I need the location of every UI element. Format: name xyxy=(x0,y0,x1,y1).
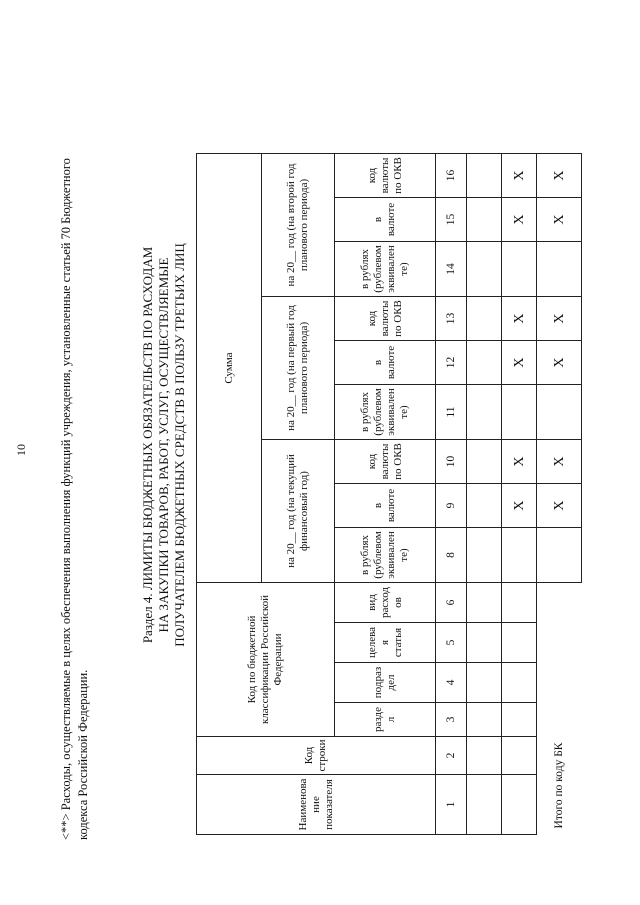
header-name: Наименование показателя xyxy=(197,775,436,835)
table-cell xyxy=(467,242,502,297)
total-row xyxy=(537,72,582,834)
table-cell xyxy=(502,663,537,703)
column-number: 10 xyxy=(436,440,467,484)
column-number: 13 xyxy=(436,297,467,341)
table-cell xyxy=(467,341,502,385)
page-number: 10 xyxy=(14,444,28,456)
header-currency-first: в валюте xyxy=(335,341,436,385)
x-mark: X xyxy=(502,198,537,242)
column-number: 1 xyxy=(436,775,467,835)
header-period-first: на 20__ год (на первый год планового периода) xyxy=(262,297,335,440)
table-cell xyxy=(502,775,537,835)
x-mark: X xyxy=(537,198,582,242)
column-number-row xyxy=(436,72,467,834)
table-cell xyxy=(537,385,582,440)
header-sum: Сумма xyxy=(197,153,262,582)
table-cell xyxy=(502,703,537,737)
column-number: 16 xyxy=(436,153,467,197)
table-cell xyxy=(502,623,537,663)
data-row xyxy=(467,72,502,834)
table-cell xyxy=(537,242,582,297)
column-number: 8 xyxy=(436,528,467,583)
table-cell xyxy=(502,737,537,775)
header-rub-current: в рублях (рублевом эквиваленте) xyxy=(335,528,436,583)
table-cell xyxy=(467,385,502,440)
table-cell xyxy=(537,528,582,583)
table-cell xyxy=(467,663,502,703)
x-mark: X xyxy=(502,153,537,197)
section-title-line-2: НА ЗАКУПКИ ТОВАРОВ, РАБОТ, УСЛУГ, ОСУЩЕСТВЛЯЕМЫЕ xyxy=(156,257,171,633)
column-number: 6 xyxy=(436,583,467,623)
table-cell-blank xyxy=(537,583,582,623)
x-mark: X xyxy=(502,297,537,341)
table-cell xyxy=(467,775,502,835)
x-mark: X xyxy=(537,297,582,341)
header-target-article: целевая статья xyxy=(335,623,436,663)
x-mark: X xyxy=(537,341,582,385)
table-cell-spacer xyxy=(502,72,537,153)
header-row-1 xyxy=(197,72,262,834)
column-number: 2 xyxy=(436,737,467,775)
header-expense-type: вид расходов xyxy=(335,583,436,623)
table-cell xyxy=(467,297,502,341)
table-cell-blank xyxy=(537,663,582,703)
header-rub-second: в рублях (рублевом эквиваленте) xyxy=(335,242,436,297)
column-number: 3 xyxy=(436,703,467,737)
footnote xyxy=(58,60,92,840)
column-number: 9 xyxy=(436,484,467,528)
x-mark: X xyxy=(502,341,537,385)
header-code-line: Код строки xyxy=(197,737,436,775)
table-cell xyxy=(467,623,502,663)
header-currency-current: в валюте xyxy=(335,484,436,528)
section-title xyxy=(140,175,188,715)
column-number-spacer xyxy=(436,72,467,153)
x-mark: X xyxy=(537,153,582,197)
table-cell xyxy=(467,484,502,528)
footnote-line-1: <**> Расходы, осуществляемые в целях обеспечения выполнения функций учреждения, установленные статьей 70 Бюджетного xyxy=(59,158,73,840)
table-cell xyxy=(467,440,502,484)
table-cell xyxy=(502,385,537,440)
column-number: 14 xyxy=(436,242,467,297)
header-currency-second: в валюте xyxy=(335,198,436,242)
data-row-x xyxy=(502,72,537,834)
x-mark: X xyxy=(537,484,582,528)
x-mark: X xyxy=(537,440,582,484)
header-okv-second: код валюты по ОКВ xyxy=(335,153,436,197)
table-cell xyxy=(502,242,537,297)
limits-table xyxy=(196,72,582,835)
header-okv-current: код валюты по ОКВ xyxy=(335,440,436,484)
x-mark: X xyxy=(502,440,537,484)
table-cell xyxy=(467,153,502,197)
header-period-second: на 20__ год (на второй год планового периода) xyxy=(262,153,335,296)
table-cell-spacer xyxy=(537,72,582,153)
table-cell xyxy=(502,583,537,623)
header-budget-code: Код по бюджетной классификации Российской Федерации xyxy=(197,583,335,737)
footnote-line-2: кодекса Российской Федерации. xyxy=(76,669,90,840)
header-subsection: подраздел xyxy=(335,663,436,703)
section-title-line-3: ПОЛУЧАТЕЛЕМ БЮДЖЕТНЫХ СРЕДСТВ В ПОЛЬЗУ ТРЕТЬИХ ЛИЦ xyxy=(172,243,187,647)
header-okv-first: код валюты по ОКВ xyxy=(335,297,436,341)
table-cell-blank xyxy=(537,623,582,663)
header-rub-first: в рублях (рублевом эквиваленте) xyxy=(335,385,436,440)
table-cell xyxy=(467,198,502,242)
total-label: Итого по коду БК xyxy=(553,742,566,829)
table-cell xyxy=(467,528,502,583)
column-number: 15 xyxy=(436,198,467,242)
column-number: 12 xyxy=(436,341,467,385)
column-number: 5 xyxy=(436,623,467,663)
header-row-3 xyxy=(335,72,436,834)
column-number: 4 xyxy=(436,663,467,703)
section-title-line-1: Раздел 4. ЛИМИТЫ БЮДЖЕТНЫХ ОБЯЗАТЕЛЬСТВ ПО РАСХОДАМ xyxy=(140,246,155,644)
header-spacer xyxy=(197,72,436,153)
table-cell-spacer xyxy=(467,72,502,153)
table-cell xyxy=(502,528,537,583)
header-section: раздел xyxy=(335,703,436,737)
table-cell xyxy=(467,737,502,775)
table-cell-blank xyxy=(537,703,582,737)
table-cell xyxy=(467,703,502,737)
column-number: 11 xyxy=(436,385,467,440)
table-cell xyxy=(467,583,502,623)
header-period-current: на 20__ год (на текущий финансовый год) xyxy=(262,440,335,583)
x-mark: X xyxy=(502,484,537,528)
